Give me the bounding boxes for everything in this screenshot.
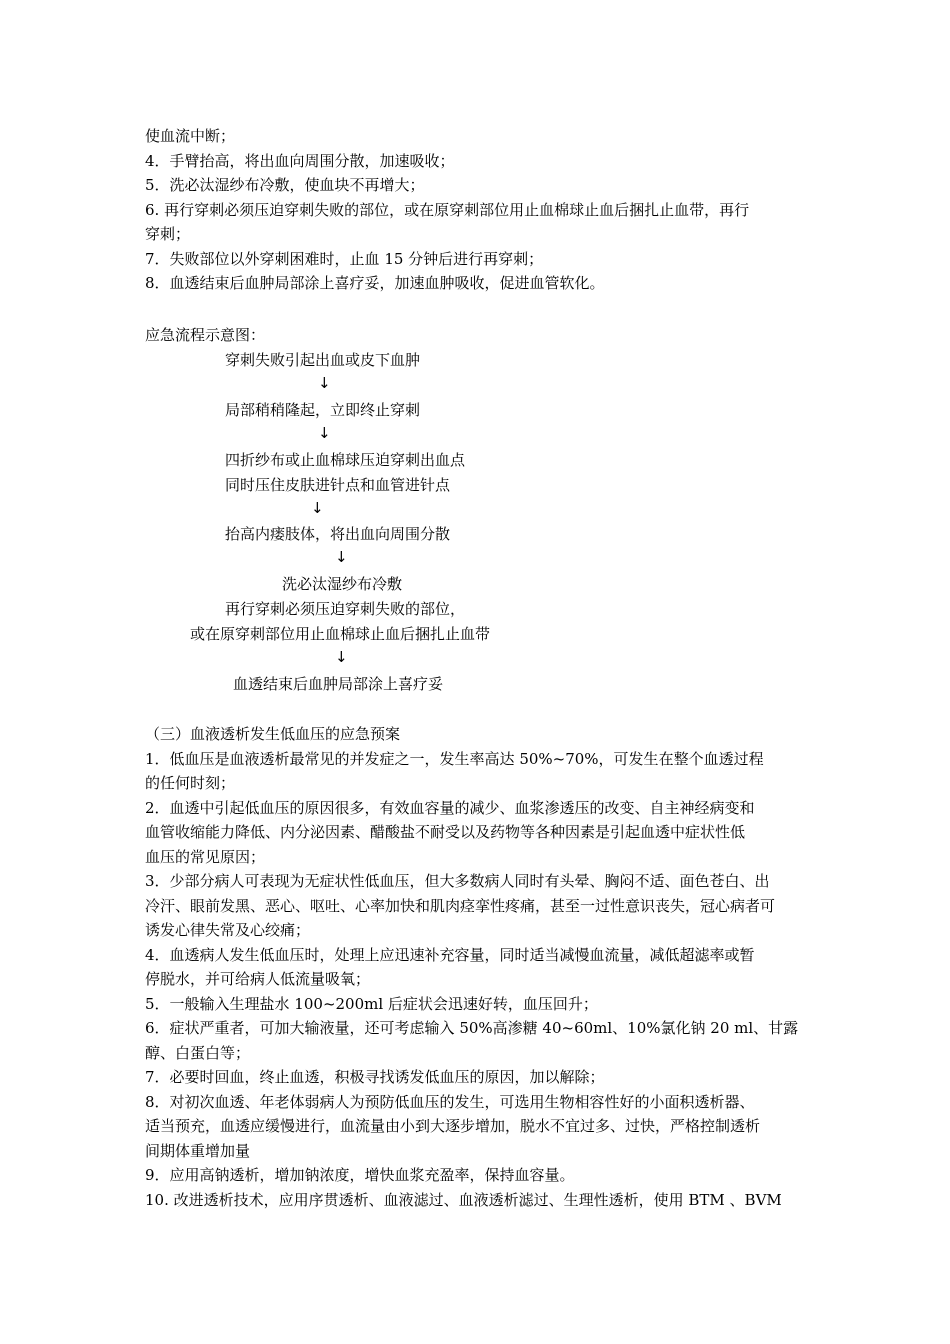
down-arrow-icon: ↓ <box>335 548 348 566</box>
flow-step: 四折纱布或止血棉球压迫穿刺出血点 <box>225 451 466 469</box>
paragraph-line: 血压的常见原因； <box>145 847 266 866</box>
paragraph-line: 的任何时刻； <box>145 774 236 792</box>
flow-step: 穿刺失败引起出血或皮下血肿 <box>225 351 421 369</box>
flow-step: 洗必汰湿纱布冷敷 <box>282 575 403 593</box>
paragraph-line: 血管收缩能力降低、内分泌因素、醋酸盐不耐受以及药物等各种因素是引起血透中症状性低 <box>145 823 746 841</box>
paragraph-line: 诱发心律失常及心绞痛； <box>145 921 311 939</box>
paragraph-line: 10. 改进透析技术，应用序贯透析、血液滤过、血液透析滤过、生理性透析，使用 BTM 、BVM <box>145 1190 782 1209</box>
down-arrow-icon: ↓ <box>311 499 324 517</box>
paragraph-line: 适当预充，血透应缓慢进行，血流量由小到大逐步增加，脱水不宜过多、过快，严格控制透析 <box>145 1117 761 1135</box>
flow-step: 血透结束后血肿局部涂上喜疗妥 <box>233 675 444 693</box>
list-line: 穿刺； <box>145 225 191 243</box>
paragraph-line: 3．少部分病人可表现为无症状性低血压，但大多数病人同时有头晕、胸闷不适、面色苍白、出 <box>145 872 770 890</box>
paragraph-line: 间期体重增加量 <box>145 1141 251 1160</box>
paragraph-line: 7．必要时回血，终止血透，积极寻找诱发低血压的原因，加以解除； <box>145 1068 605 1086</box>
paragraph-line: 冷汗、眼前发黑、恶心、呕吐、心率加快和肌肉痉挛性疼痛，甚至一过性意识丧失，冠心病者可 <box>145 896 776 915</box>
flow-heading: 应急流程示意图： <box>145 326 266 344</box>
paragraph-line: 醇、白蛋白等； <box>145 1043 251 1062</box>
flow-step: 抬高内瘘肢体，将出血向周围分散 <box>225 525 451 543</box>
paragraph-line: 停脱水，并可给病人低流量吸氧； <box>145 970 371 988</box>
paragraph-line: 9．应用高钠透析，增加钠浓度，增快血浆充盈率，保持血容量。 <box>145 1166 575 1184</box>
list-line: 7．失败部位以外穿刺困难时，止血 15 分钟后进行再穿刺； <box>145 249 544 268</box>
down-arrow-icon: ↓ <box>318 374 331 392</box>
list-line: 8．血透结束后血肿局部涂上喜疗妥，加速血肿吸收，促进血管软化。 <box>145 274 605 292</box>
down-arrow-icon: ↓ <box>335 648 348 666</box>
list-line: 4．手臂抬高，将出血向周围分散，加速吸收； <box>145 151 455 170</box>
paragraph-line: 2．血透中引起低血压的原因很多，有效血容量的减少、血浆渗透压的改变、自主神经病变和 <box>145 798 755 817</box>
flow-step: 局部稍稍隆起，立即终止穿刺 <box>225 401 421 419</box>
paragraph-line: 8．对初次血透、年老体弱病人为预防低血压的发生，可选用生物相容性好的小面积透析器、 <box>145 1092 755 1111</box>
paragraph-line: 6．症状严重者，可加大输液量，还可考虑输入 50%高渗糖 40~60ml、10%氯化钠 20 ml、甘露 <box>145 1019 799 1037</box>
paragraph-line: 5．一般输入生理盐水 100~200ml 后症状会迅速好转，血压回升； <box>145 994 598 1013</box>
flow-step: 再行穿刺必须压迫穿刺失败的部位， <box>225 600 466 618</box>
paragraph-line: 4．血透病人发生低血压时，处理上应迅速补充容量，同时适当减慢血流量，减低超滤率或暂 <box>145 945 755 964</box>
section-3 <box>145 722 815 1212</box>
section-title: （三）血液透析发生低血压的应急预案 <box>145 725 401 743</box>
down-arrow-icon: ↓ <box>318 424 331 442</box>
top-list <box>145 124 815 296</box>
list-line: 5．洗必汰湿纱布冷敷，使血块不再增大； <box>145 176 425 194</box>
list-line: 使血流中断； <box>145 127 236 145</box>
paragraph-line: 1．低血压是血液透析最常见的并发症之一，发生率高达 50%~70%，可发生在整个血透过程 <box>145 749 764 768</box>
flow-step: 同时压住皮肤进针点和血管进针点 <box>225 476 451 494</box>
list-line: 6. 再行穿刺必须压迫穿刺失败的部位，或在原穿刺部位用止血棉球止血后捆扎止血带，再行 <box>145 200 750 219</box>
flow-step: 或在原穿刺部位用止血棉球止血后捆扎止血带 <box>190 625 491 643</box>
